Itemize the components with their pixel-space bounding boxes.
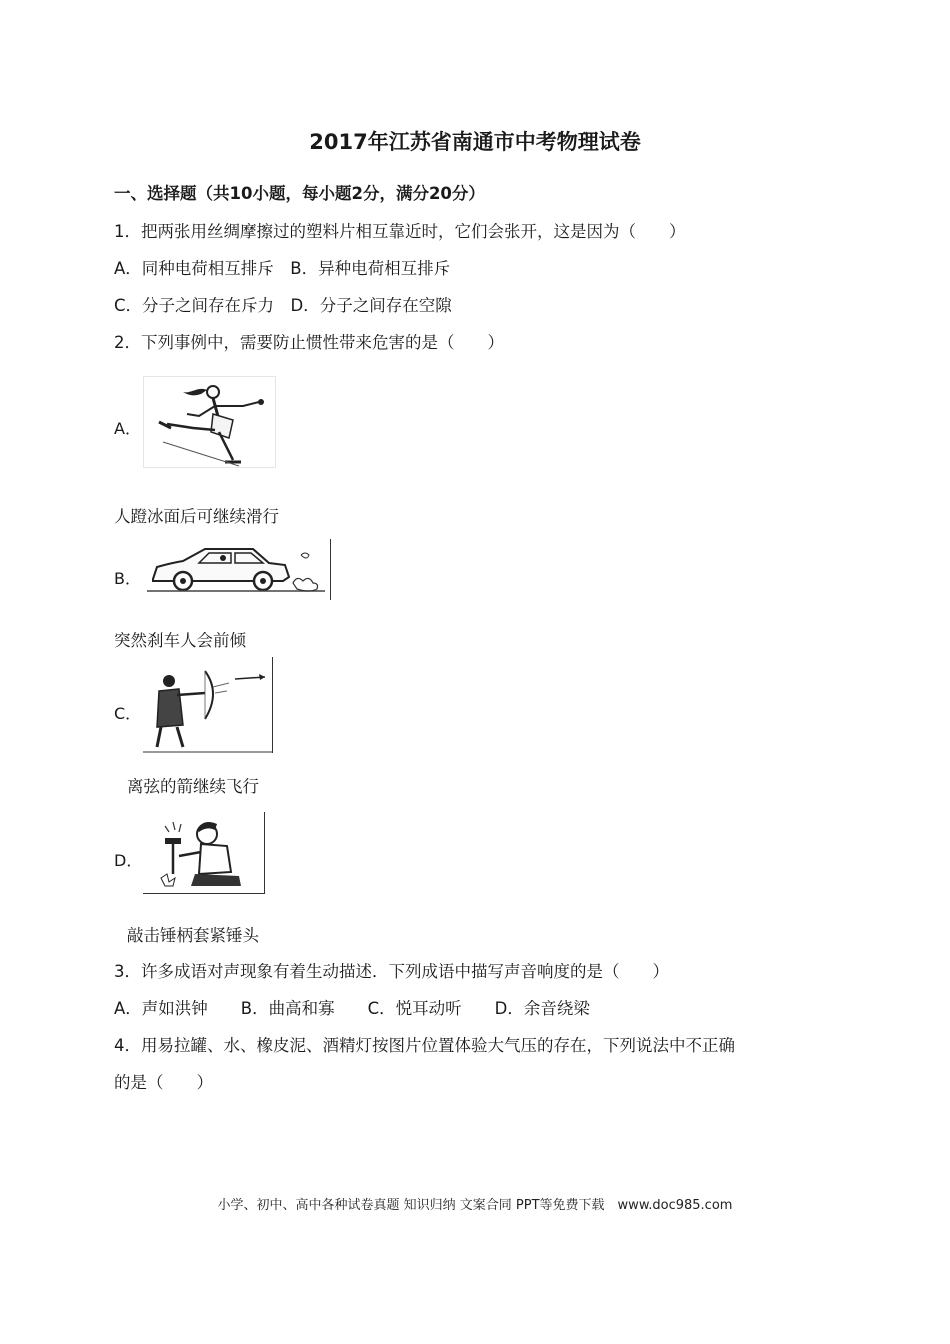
- question-2-stem: 2．下列事例中，需要防止惯性带来危害的是（ ）: [114, 333, 504, 352]
- question-4-stem-line1: 4．用易拉罐、水、橡皮泥、酒精灯按图片位置体验大气压的存在，下列说法中不正确: [114, 1036, 735, 1055]
- question-3-options: A．声如洪钟 B．曲高和寡 C．悦耳动听 D．余音绕梁: [114, 999, 590, 1018]
- braking-car-illustration: [143, 539, 332, 600]
- option-d-caption: 敲击锤柄套紧锤头: [127, 926, 259, 945]
- option-c-label: C．: [114, 704, 142, 723]
- question-1-stem: 1．把两张用丝绸摩擦过的塑料片相互靠近时，它们会张开，这是因为（ ）: [114, 222, 686, 241]
- page-footer: 小学、初中、高中各种试卷真题 知识归纳 文案合同 PPT等免费下载 www.doc985.com: [217, 1198, 733, 1213]
- option-a-caption: 人蹬冰面后可继续滑行: [114, 507, 279, 526]
- option-b-label: B．: [114, 569, 141, 588]
- page-title: 2017年江苏省南通市中考物理试卷: [309, 130, 641, 154]
- option-c-caption: 离弦的箭继续飞行: [127, 777, 259, 796]
- skater-illustration: [143, 376, 276, 468]
- question-1-options-cd: C．分子之间存在斥力 D．分子之间存在空隙: [114, 296, 452, 315]
- option-b-caption: 突然刹车人会前倾: [114, 631, 246, 650]
- option-d-label: D．: [114, 851, 143, 870]
- question-3-stem: 3．许多成语对声现象有着生动描述．下列成语中描写声音响度的是（ ）: [114, 962, 669, 981]
- hammer-illustration: [143, 812, 265, 894]
- option-a-label: A．: [114, 419, 141, 438]
- question-4-stem-line2: 的是（ ）: [114, 1073, 213, 1092]
- question-1-options-ab: A．同种电荷相互排斥 B．异种电荷相互排斥: [114, 259, 451, 278]
- section-heading: 一、选择题（共10小题，每小题2分，满分20分）: [114, 184, 485, 203]
- archer-illustration: [143, 657, 273, 753]
